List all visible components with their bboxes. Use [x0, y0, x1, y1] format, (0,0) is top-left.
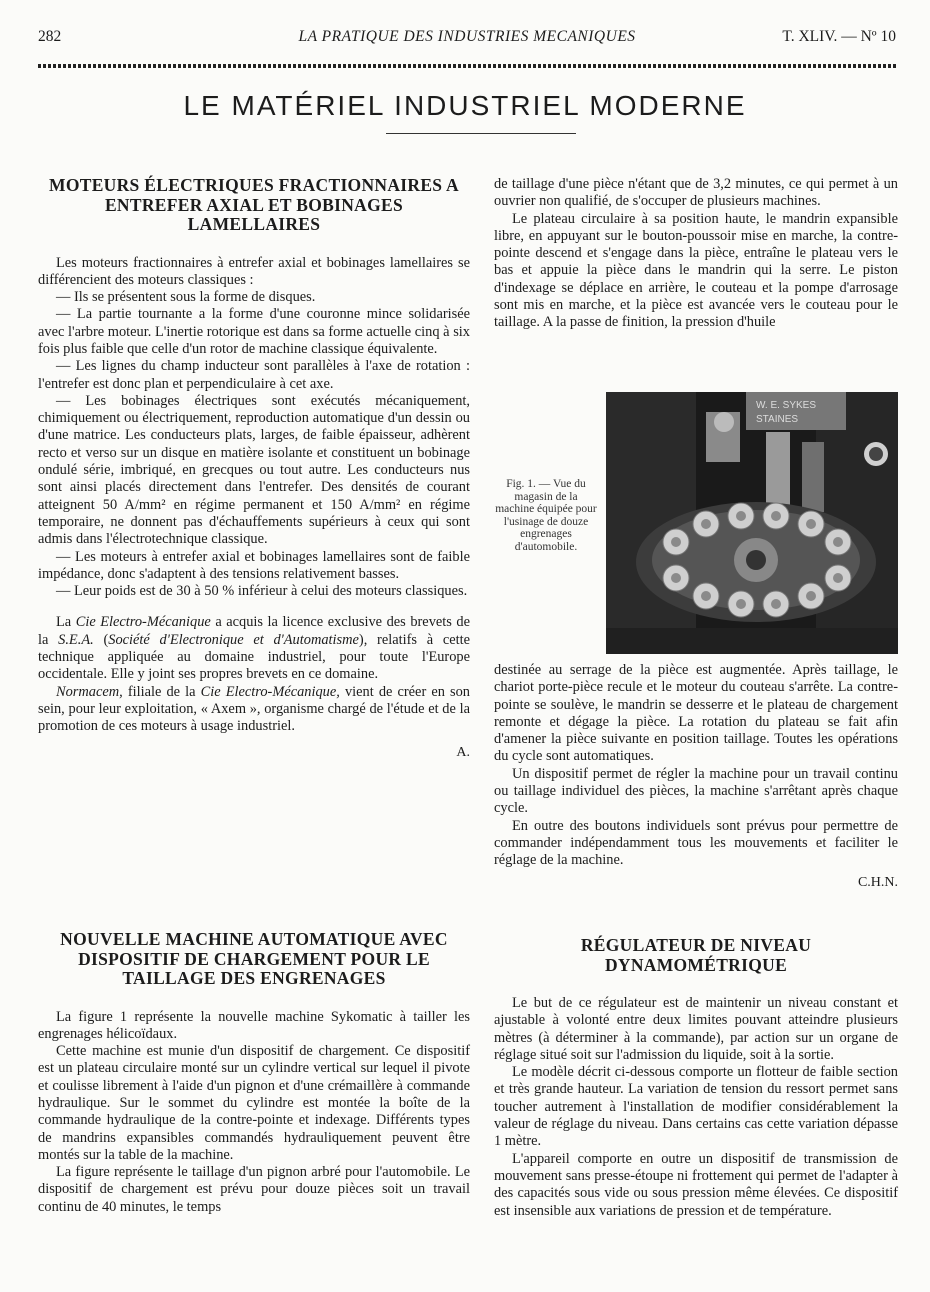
article-gear-machine-continued — [494, 176, 898, 332]
paragraph: Les moteurs fractionnaires à entrefer axial et bobinages lamellaires se différencient des moteurs classiques : — [38, 254, 470, 288]
subsidiary-name: Normacem, — [56, 683, 123, 700]
company-full-name: Société d'Electronique et d'Automatisme — [108, 631, 359, 648]
paragraph: La figure 1 représente la nouvelle machine Sykomatic à tailler les engrenages hélicoïdaux. — [38, 1008, 470, 1042]
article-gear-machine — [38, 930, 470, 1216]
paragraph: La figure représente le taillage d'un pignon arbré pour l'automobile. Le dispositif de chargement est prévu pour douze pièces soit un travail continu de 40 minutes, le temps — [38, 1164, 470, 1215]
paragraph: Le modèle décrit ci-dessous comporte un flotteur de faible section et très grande hauteur. La variation de tension du ressort permet sans toucher autrement à l'installation de modifier considérablement la valeur de réglage du niveau. Dans certains cas cette variation dépasse 1 mètre. — [494, 1064, 898, 1150]
paragraph: Le plateau circulaire à sa position haute, le mandrin expansible libre, en appuyant sur le bouton-poussoir mise en marche, la contre-pointe descend et s'engage dans la pièce, entraîne le plateau vers le bas et appuie la pièce dans le mandrin qui la serre. Le piston d'indexage se déplace en arrière, le couteau et la pompe d'arrosage sont mis en marche, et la pièce est avancée vers le couteau pour le taillage. A la passe de finition, la pression d'huile — [494, 210, 898, 331]
nameplate-line-1: W. E. SYKES — [756, 400, 817, 411]
dotted-rule — [38, 64, 896, 68]
paragraph: En outre des boutons individuels sont prévus pour permettre de commander indépendamment tous les mouvements et faciliter le réglage de la machine. — [494, 817, 898, 869]
article-title: MOTEURS ÉLECTRIQUES FRACTIONNAIRES A ENTREFER AXIAL ET BOBINAGES LAMELLAIRES — [49, 175, 459, 234]
page-number: 282 — [38, 28, 62, 45]
company-name: Cie Electro-Mécanique, — [200, 683, 340, 700]
paragraph: — Les lignes du champ inducteur sont parallèles à l'axe de rotation : l'entrefer est donc plan et perpendiculaire à cet axe. — [38, 358, 470, 392]
paragraph: de taillage d'une pièce n'étant que de 3,2 minutes, ce qui permet à un ouvrier non qualifié, de s'occuper de plusieurs machines. — [494, 176, 898, 210]
article-title: NOUVELLE MACHINE AUTOMATIQUE AVEC DISPOSITIF DE CHARGEMENT POUR LE TAILLAGE DES ENGRENAGES — [60, 929, 448, 988]
article-title: RÉGULATEUR DE NIVEAU DYNAMOMÉTRIQUE — [580, 935, 812, 975]
acronym: S.E.A. — [58, 631, 94, 648]
machine-photo-drawing — [606, 392, 898, 654]
running-header — [38, 28, 896, 50]
paragraph: Le but de ce régulateur est de maintenir un niveau constant et ajustable à volonté entre deux limites pouvant atteindre plusieurs mètres (à déterminer à la commande), par action sur un organe de réglage situé soit sur l'admission du liquide, soit à la sortie. — [494, 995, 898, 1063]
machine-photo — [606, 392, 898, 654]
paragraph: — Les moteurs à entrefer axial et bobinages lamellaires sont de faible impédance, donc s'adaptent à des tensions relativement basses. — [38, 548, 470, 582]
volume-number: T. XLIV. — Nº 10 — [782, 28, 896, 45]
journal-title: LA PRATIQUE DES INDUSTRIES MECANIQUES — [298, 28, 636, 45]
paragraph-normacem: Normacem, filiale de la Cie Electro-Mécanique, vient de créer en son sein, pour leur exploitation, « Axem », organisme chargé de l'étude et de la promotion de ces moteurs à usage industriel. — [38, 683, 470, 735]
paragraph: — La partie tournante a la forme d'une couronne mince solidarisée avec l'arbre moteur. L'inertie rotorique est dans sa forme actuelle cinq à six fois plus faible que celle d'un rotor de machine classique équivalente. — [38, 306, 470, 357]
paragraph: Cette machine est munie d'un dispositif de chargement. Ce dispositif est un plateau circulaire monté sur un cylindre vertical sur lequel il pivote et coulisse librement à l'aide d'un pignon et d'une crémaillère à commande hydraulique. Sur le sommet du cylindre est montée la boîte de la commande hydraulique de la contre-pointe et indexage. Différents types de mandrins expansibles commandés hydrauliquement peuvent être montés sur la table de la machine. — [38, 1043, 470, 1163]
paragraph: Un dispositif permet de régler la machine pour un travail continu ou taillage individuel des pièces, la machine s'arrêtant après chaque cycle. — [494, 765, 898, 817]
paragraph: — Leur poids est de 30 à 50 % inférieur à celui des moteurs classiques. — [56, 583, 468, 600]
author-signature: C.H.N. — [857, 874, 898, 890]
company-name: Cie Electro-Mécanique — [75, 614, 211, 631]
nameplate-line-2: STAINES — [756, 414, 799, 425]
paragraph: — Les bobinages électriques sont exécutés mécaniquement, chimiquement ou électriquement, reproduction automatique d'un dessin ou d'une matrice. Les conducteurs plats, larges, de faible épaisseur, adhèrent recto et verso sur un disque en matière isolante et constituent un bobinage ondulé série, imbriqué, en grecques ou tout autre. Les conducteurs nus sont ainsi placés directement dans l'entrefer. Des densités de courant atteignent 50 A/mm² en régime permanent et 150 A/mm² en régime temporaire, ne donnent pas d'échauffements supérieurs à ceux qui sont admis dans l'électrotechnique classique. — [38, 392, 470, 548]
paragraph: destinée au serrage de la pièce est augmentée. Après taillage, le chariot porte-pièce recule et le moteur du couteau s'arrête. La contre-pointe se soulève, le mandrin se desserre et le plateau de chargement remonte et dégage la pièce. La rotation du plateau se fait afin d'amener la pièce suivante en position taillage. Toutes les opérations du cycle sont automatiques. — [494, 662, 898, 765]
article-axial-motors — [38, 176, 470, 761]
paragraph-licence: La Cie Electro-Mécanique a acquis la licence exclusive des brevets de la S.E.A. (Société d'Electronique et d'Automatisme), relatifs à cette technique appliquée au domaine industriel, pour toute l'Europe occidentale. Elle y joint ses propres brevets en ce domaine. — [38, 614, 471, 683]
article-level-regulator — [494, 936, 898, 1220]
paragraph: — Ils se présentent sous la forme de disques. — [56, 289, 316, 306]
figure-1 — [494, 392, 898, 654]
author-signature: A. — [456, 744, 470, 760]
paragraph: L'appareil comporte en outre un dispositif de transmission de mouvement sans presse-étoupe ni frottement qui permet de l'adapter à des capacités sous vide ou sous pression même élevées. Ce dispositif est insensible aux variations de pression et de température. — [494, 1150, 898, 1219]
section-rubric: LE MATÉRIEL INDUSTRIEL MODERNE — [183, 90, 747, 121]
rubric-underline — [386, 133, 576, 134]
figure-caption: Fig. 1. — Vue du magasin de la machine équipée pour l'usinage de douze engrenages d'automobile. — [495, 478, 597, 553]
article-gear-machine-continued-2 — [494, 662, 898, 891]
